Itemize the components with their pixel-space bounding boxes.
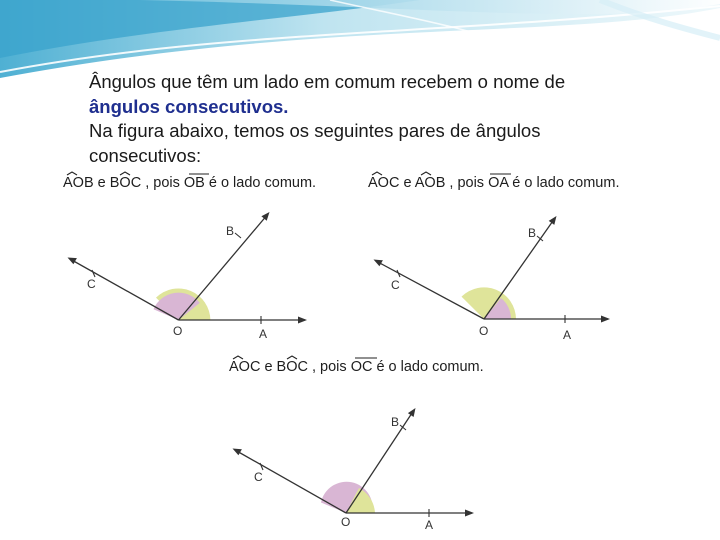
point-label-c: C: [254, 470, 263, 484]
figure-1: [55, 168, 340, 342]
caption-2: AOC e AOB , pois OA é o lado comum.: [368, 175, 620, 191]
ray-ob: [179, 214, 269, 320]
intro-line-2-highlight: ângulos consecutivos.: [89, 95, 289, 117]
figure-2: [366, 168, 638, 344]
point-label-b: B: [528, 226, 537, 240]
caption-common-side: OB: [183, 175, 205, 191]
caption-3: AOC e BOC , pois OC é o lado comum.: [229, 359, 484, 375]
point-label-a: A: [259, 327, 268, 341]
point-label-a: A: [425, 518, 434, 532]
point-label-b: B: [391, 415, 400, 429]
point-label-o: O: [173, 324, 183, 338]
caption-angle-2: BOC: [109, 175, 142, 191]
caption-angle-2: BOC: [276, 359, 308, 375]
caption-common-side: OA: [488, 175, 509, 191]
point-label-o: O: [341, 515, 351, 529]
ray-ob: [346, 410, 414, 513]
intro-text: [89, 70, 649, 168]
caption-1: AOB e BOC , pois OB é o lado comum.: [63, 175, 317, 191]
caption-angle-1: AOB: [63, 175, 94, 191]
intro-line-1: Ângulos que têm um lado em comum recebem o nome de: [89, 71, 566, 92]
point-label-a: A: [563, 328, 572, 342]
ray-oc: [235, 450, 346, 513]
intro-line-4: consecutivos:: [89, 144, 202, 166]
caption-common-side: OC: [350, 359, 373, 375]
point-label-c: C: [391, 278, 400, 292]
caption-angle-2: AOB: [414, 175, 446, 191]
intro-line-3: Na figura abaixo, temos os seguintes pares de ângulos: [89, 120, 541, 141]
caption-angle-1: AOC: [368, 175, 400, 191]
point-label-b: B: [226, 224, 235, 238]
caption-angle-1: AOC: [229, 359, 261, 375]
ray-ob: [484, 218, 555, 319]
figure-3: [222, 350, 502, 540]
point-label-o: O: [479, 324, 489, 338]
point-label-c: C: [87, 277, 96, 291]
